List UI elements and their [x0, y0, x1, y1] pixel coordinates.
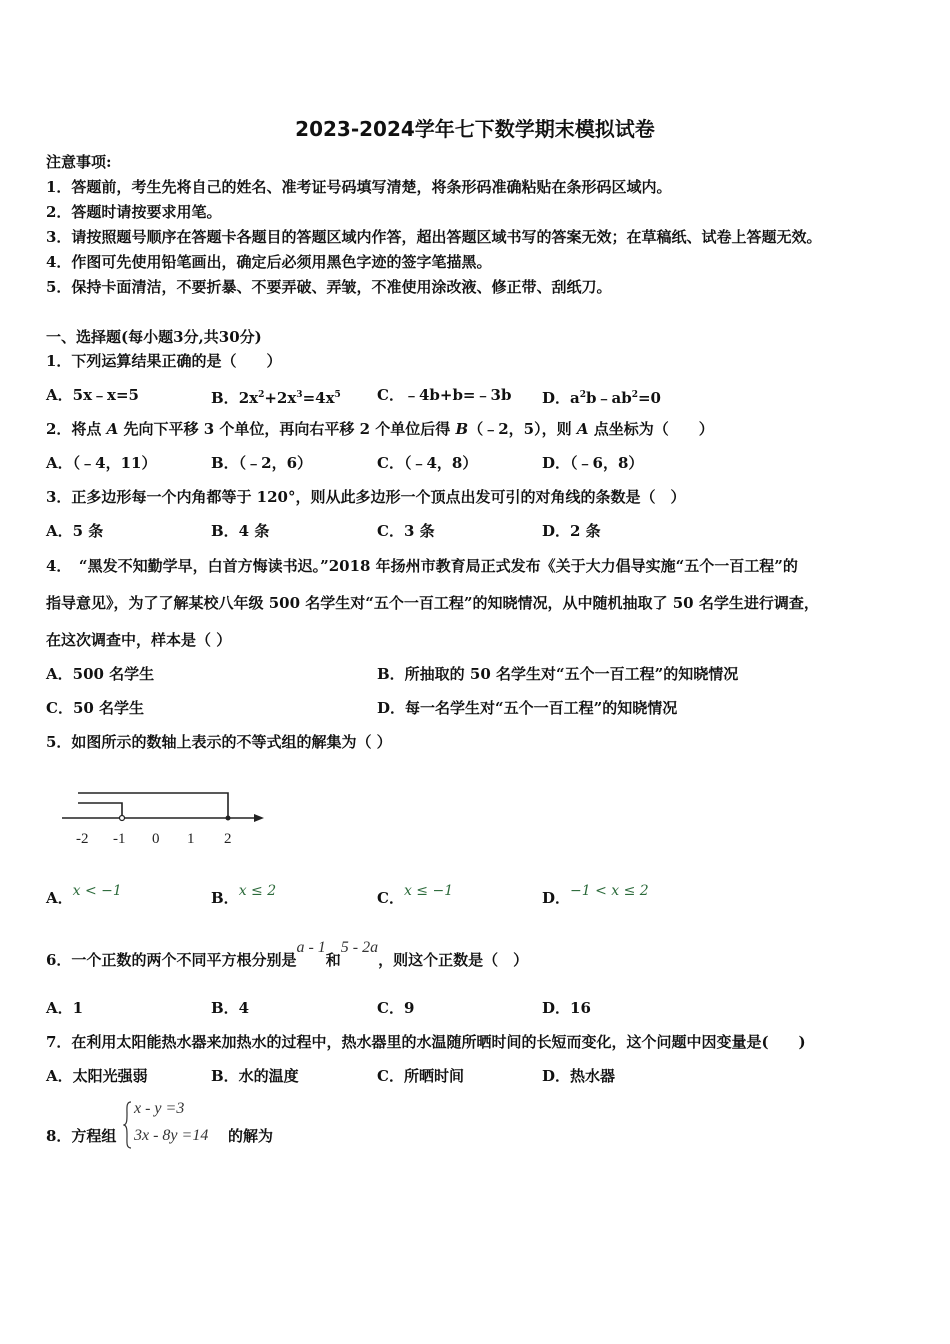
solution-bracket-lower — [78, 803, 122, 818]
q4-option-b[interactable]: B．所抽取的 50 名学生对“五个一百工程”的知晓情况 — [377, 665, 739, 683]
q6-option-d[interactable]: D．16 — [542, 999, 591, 1017]
q2-option-c[interactable]: C．（﹣4，8） — [377, 454, 478, 472]
q7-option-a[interactable]: A．太阳光强弱 — [46, 1067, 148, 1085]
q7-stem: 7．在利用太阳能热水器来加热水的过程中，热水器里的水温随所晒时间的长短而变化，这个问题中因变量是( ) — [46, 1033, 806, 1051]
q3-option-d[interactable]: D．2 条 — [542, 522, 601, 540]
q7-option-b[interactable]: B．水的温度 — [211, 1067, 299, 1085]
q4-option-a[interactable]: A．500 名学生 — [46, 665, 155, 683]
q5-option-b[interactable]: B．x ≤ 2 — [211, 883, 277, 907]
q2-option-b[interactable]: B．（﹣2，6） — [211, 454, 313, 472]
q8-stem-suffix: 的解为 — [228, 1127, 274, 1145]
q1-stem: 1．下列运算结果正确的是（ ） — [46, 352, 282, 370]
q2-option-a[interactable]: A．（﹣4，11） — [46, 454, 157, 472]
closed-point — [226, 816, 231, 821]
q7-option-c[interactable]: C．所晒时间 — [377, 1067, 464, 1085]
axis-tick-label: 1 — [187, 831, 195, 847]
axis-tick-label: -2 — [76, 831, 89, 847]
q1-option-a[interactable]: A．5x﹣x=5 — [46, 386, 139, 404]
q2-stem: 2．将点 A 先向下平移 3 个单位，再向右平移 2 个单位后得 B（﹣2，5），则 A 点坐标为（ ） — [46, 420, 714, 438]
q2-option-d[interactable]: D．（﹣6，8） — [542, 454, 644, 472]
q5-stem: 5．如图所示的数轴上表示的不等式组的解集为（ ） — [46, 733, 392, 751]
note-item: 3．请按照题号顺序在答题卡各题目的答题区域内作答，超出答题区域书写的答案无效；在草稿纸、试卷上答题无效。 — [46, 228, 822, 246]
q1-option-c[interactable]: C．﹣4b+b=﹣3b — [377, 386, 512, 404]
q3-option-b[interactable]: B．4 条 — [211, 522, 270, 540]
open-point — [120, 816, 125, 821]
q5-option-d[interactable]: D．−1 < x ≤ 2 — [542, 883, 649, 907]
equation-1: x - y =3 — [134, 1100, 185, 1117]
note-item: 2．答题时请按要求用笔。 — [46, 203, 222, 221]
q5-option-a[interactable]: A．x < −1 — [46, 883, 122, 907]
q1-option-b[interactable]: B．$2x^2+2x^3=4x^5$ — [211, 389, 341, 407]
q8-stem-label: 8．方程组 — [46, 1127, 117, 1145]
q3-option-c[interactable]: C．3 条 — [377, 522, 435, 540]
q3-stem: 3．正多边形每一个内角都等于 120°，则从此多边形一个顶点出发可引的对角线的条数是（ ） — [46, 488, 686, 506]
equation-brace — [123, 1100, 133, 1150]
note-item: 1．答题前，考生先将自己的姓名、准考证号码填写清楚，将条形码准确粘贴在条形码区域内。 — [46, 178, 672, 196]
axis-tick-label: 2 — [224, 831, 232, 847]
q1-option-d[interactable]: D．$a^2b﹣ab^2=0$ — [542, 389, 661, 407]
q4-stem-line: 4． “黑发不知勤学早，白首方悔读书迟。”2018 年扬州市教育局正式发布《关于大力倡导实施“五个一百工程”的 — [46, 557, 798, 575]
number-line-figure — [58, 785, 273, 851]
q4-option-c[interactable]: C．50 名学生 — [46, 699, 145, 717]
q4-stem-line: 指导意见》，为了了解某校八年级 500 名学生对“五个一百工程”的知晓情况，从中随机抽取了 50 名学生进行调查， — [46, 594, 819, 612]
axis-arrow — [254, 814, 264, 822]
q6-option-a[interactable]: A．1 — [46, 999, 84, 1017]
q6-option-b[interactable]: B．4 — [211, 999, 250, 1017]
section-heading: 一、选择题(每小题3分,共30分) — [46, 328, 262, 346]
axis-tick-label: -1 — [113, 831, 126, 847]
q4-stem-line: 在这次调查中，样本是（ ） — [46, 631, 232, 649]
q6-option-c[interactable]: C．9 — [377, 999, 415, 1017]
page-title: 2023-2024学年七下数学期末模拟试卷 — [295, 117, 655, 141]
notes-heading: 注意事项: — [46, 153, 112, 171]
axis-tick-label: 0 — [152, 831, 160, 847]
note-item: 4．作图可先使用铅笔画出，确定后必须用黑色字迹的签字笔描黑。 — [46, 253, 492, 271]
q6-stem: 6．一个正数的两个不同平方根分别是a - 1和5 - 2a，则这个正数是（ ） — [46, 939, 529, 969]
solution-bracket-upper — [78, 793, 228, 818]
q5-option-c[interactable]: C．x ≤ −1 — [377, 883, 454, 907]
equation-2: 3x - 8y =14 — [134, 1127, 209, 1144]
q7-option-d[interactable]: D．热水器 — [542, 1067, 616, 1085]
q4-option-d[interactable]: D．每一名学生对“五个一百工程”的知晓情况 — [377, 699, 678, 717]
q3-option-a[interactable]: A．5 条 — [46, 522, 104, 540]
note-item: 5．保持卡面清洁，不要折暴、不要弄破、弄皱，不准使用涂改液、修正带、刮纸刀。 — [46, 278, 612, 296]
